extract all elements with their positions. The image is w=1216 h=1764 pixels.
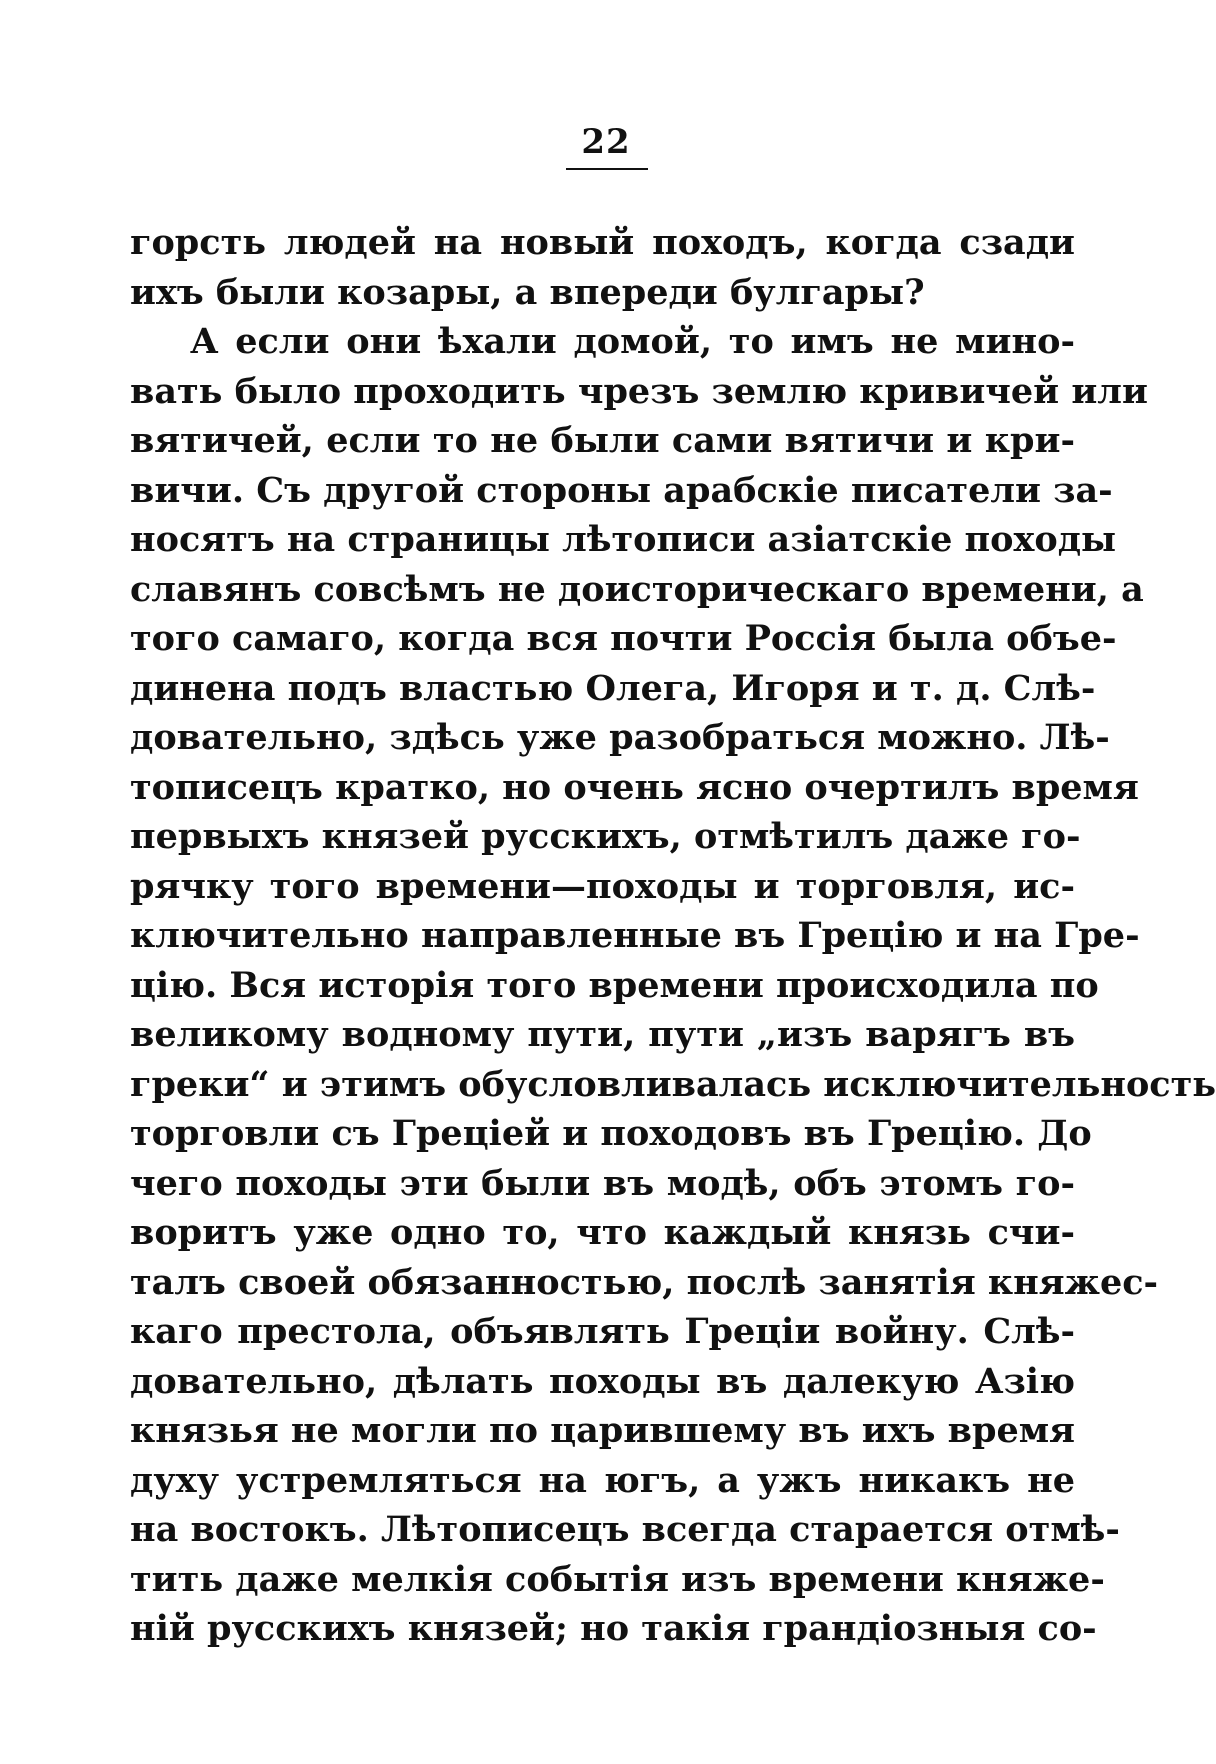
text-line: ихъ были козары, а впереди булгары? (130, 271, 925, 313)
text-line: вать было проходить чрезъ землю кривичей или (130, 370, 1148, 412)
text-line: торговли съ Греціей и походовъ въ Грецію. До (130, 1113, 1092, 1154)
text-line: князья не могли по царившему въ ихъ время (130, 1410, 1075, 1451)
text-line: ній русскихъ князей; но такія грандіозныя со- (130, 1608, 1097, 1649)
text-line: того самаго, когда вся почти Россія была объе- (130, 618, 1117, 659)
body-text (130, 218, 1216, 1654)
text-line: довательно, дѣлать походы въ далекую Азію (130, 1360, 1075, 1402)
text-line: рячку того времени—походы и торговля, ис- (130, 865, 1075, 907)
text-line: цію. Вся исторія того времени происходила по (130, 964, 1099, 1006)
text-line: славянъ совсѣмъ не доисторическаго времени, а (130, 568, 1144, 610)
text-line: талъ своей обязанностью, послѣ занятія княжес- (130, 1261, 1159, 1303)
text-line: духу устремляться на югъ, а ужъ никакъ не (130, 1459, 1075, 1501)
text-line: А если они ѣхали домой, то имъ не мино- (190, 321, 1075, 362)
text-line: динена подъ властью Олега, Игоря и т. д. Слѣ- (130, 667, 1096, 709)
text-line: вичи. Съ другой стороны арабскіе писатели за- (130, 469, 1113, 511)
text-line: первыхъ князей русскихъ, отмѣтилъ даже го- (130, 816, 1081, 857)
text-line: великому водному пути, пути „изъ варягъ въ (130, 1014, 1075, 1055)
text-line: греки“ и этимъ обусловливалась исключительность (130, 1063, 1216, 1105)
text-line: тописецъ кратко, но очень ясно очертилъ время (130, 766, 1139, 808)
text-line: тить даже мелкія событія изъ времени княже- (130, 1558, 1105, 1600)
text-line: вятичей, если то не были сами вятичи и кри- (130, 420, 1075, 461)
page-number: 22 (581, 122, 631, 162)
text-line: чего походы эти были въ модѣ, объ этомъ го- (130, 1162, 1075, 1204)
text-line: каго престола, объявлять Греціи войну. Слѣ- (130, 1311, 1075, 1352)
text-line: горсть людей на новый походъ, когда сзади (130, 222, 1075, 263)
text-line: воритъ уже одно то, что каждый князь счи- (130, 1212, 1075, 1253)
text-line: носятъ на страницы лѣтописи азіатскіе походы (130, 519, 1117, 560)
text-line: на востокъ. Лѣтописецъ всегда старается отмѣ- (130, 1509, 1120, 1550)
text-line: ключительно направленные въ Грецію и на Гре- (130, 915, 1140, 956)
text-line: довательно, здѣсь уже разобраться можно. Лѣ- (130, 717, 1110, 758)
page-number-rule (566, 168, 648, 170)
